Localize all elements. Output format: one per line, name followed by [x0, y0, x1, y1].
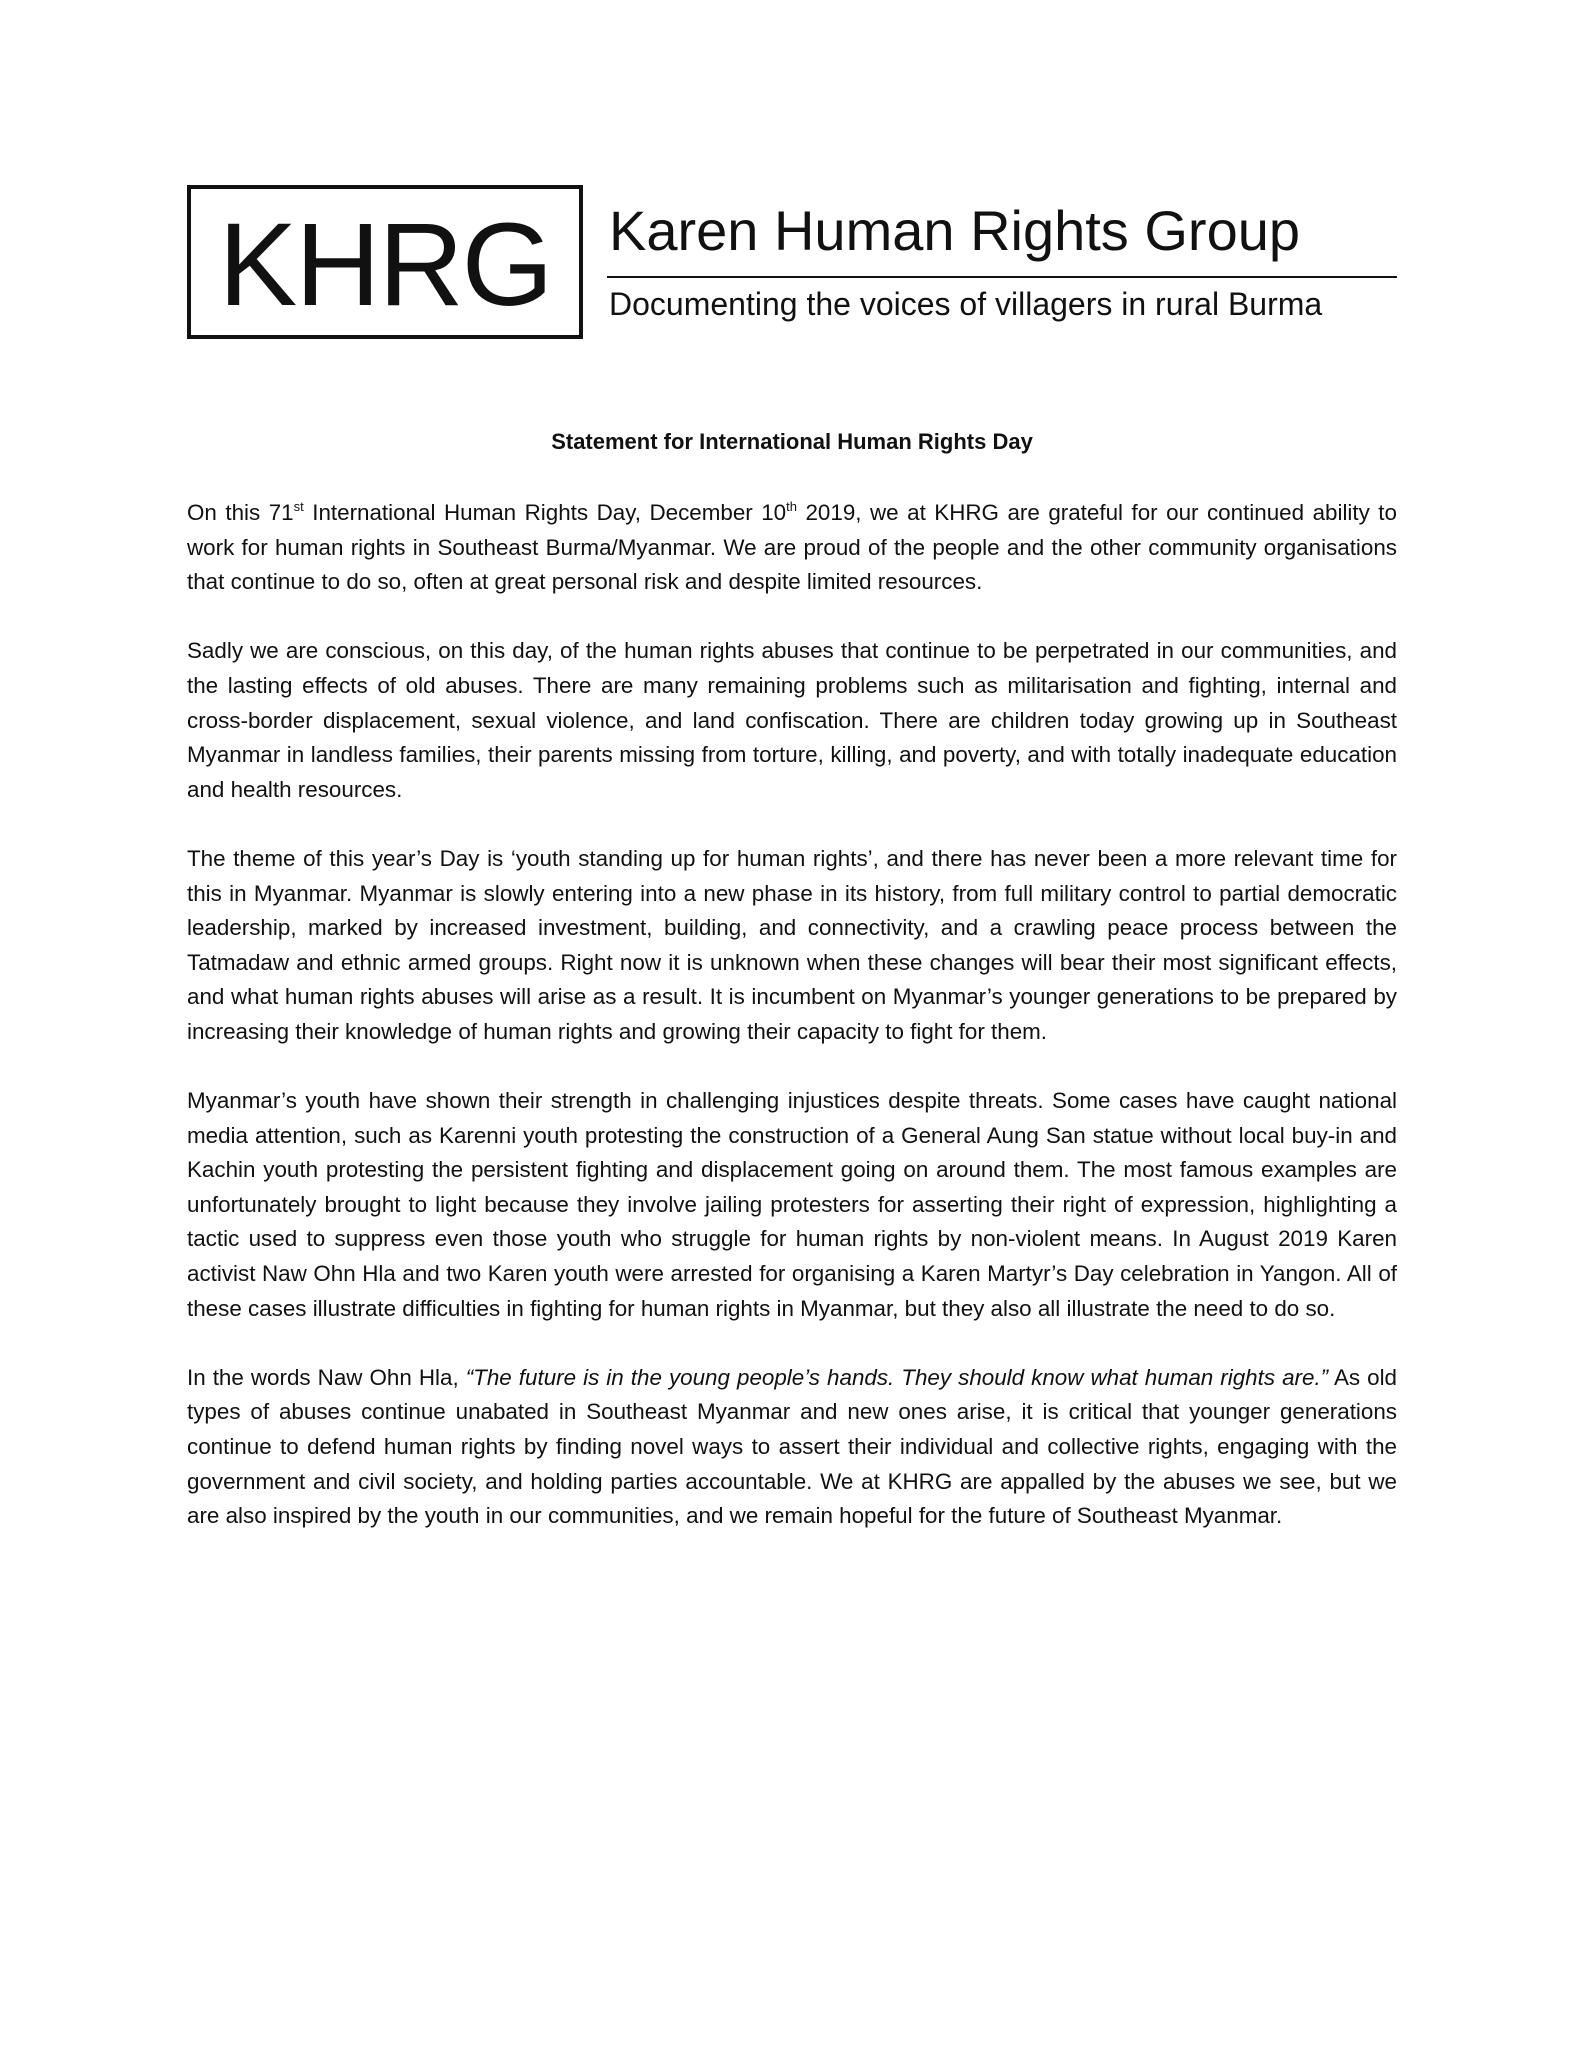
paragraph-5 [187, 1361, 1397, 1534]
organization-tagline: Documenting the voices of villagers in rural Burma [609, 286, 1323, 322]
letterhead-divider [607, 276, 1397, 278]
paragraph-3: The theme of this year’s Day is ‘youth standing up for human rights’, and there has never been a more relevant time for this in Myanmar. Myanmar is slowly entering into a new phase in its history, from full military control to partial democratic leadership, marked by increased investment, building, and connectivity, and a crawling peace process between the Tatmadaw and ethnic armed groups. Right now it is unknown when these changes will bear their most significant effects, and what human rights abuses will arise as a result. It is incumbent on Myanmar’s younger generations to be prepared by increasing their knowledge of human rights and growing their capacity to fight for them. [187, 845, 1397, 1044]
organization-name: Karen Human Rights Group [609, 199, 1301, 262]
paragraph-5-lead: In the words Naw Ohn Hla, [187, 1364, 466, 1390]
paragraph-2: Sadly we are conscious, on this day, of the human rights abuses that continue to be perpetrated in our communities, and the lasting effects of old abuses. There are many remaining problems such as militarisation and fighting, internal and cross-border displacement, sexual violence, and land confiscation. There are children today growing up in Southeast Myanmar in landless families, their parents missing from torture, killing, and poverty, and with totally inadequate education and health resources. [187, 638, 1397, 802]
paragraph-4: Myanmar’s youth have shown their strength in challenging injustices despite threats. Some cases have caught national media attention, such as Karenni youth protesting the construction of a General Aung San statue without local buy-in and Kachin youth protesting the persistent fighting and displacement going on around them. The most famous examples are unfortunately brought to light because they involve jailing protesters for asserting their right of expression, highlighting a tactic used to suppress even those youth who struggle for human rights by non-violent means. In August 2019 Karen activist Naw Ohn Hla and two Karen youth were arrested for organising a Karen Martyr’s Day celebration in Yangon. All of these cases illustrate difficulties in fighting for human rights in Myanmar, but they also all illustrate the need to do so. [187, 1088, 1397, 1321]
document-body [187, 496, 1397, 1568]
paragraph-1-part-b: International Human Rights Day, December 10 [303, 500, 787, 525]
document-title: Statement for International Human Rights Day [551, 429, 1033, 454]
paragraph-1-part-a: On this 71 [187, 500, 294, 525]
letterhead [187, 185, 1397, 345]
logo-text: KHRG [218, 199, 552, 331]
paragraph-1 [187, 496, 1397, 600]
paragraph-1-part-c: 2019, we at KHRG are grateful for our continued ability to work for human rights in Southeast Burma/Myanmar. We are proud of the people and the other community organisations that continue to do so, often at great personal risk and despite limited resources. [187, 500, 1397, 595]
ordinal-suffix-th: th [786, 499, 797, 514]
khrg-logo [187, 185, 583, 339]
naw-ohn-hla-quote: “The future is in the young people’s hands. They should know what human rights are.” [465, 1364, 1329, 1390]
paragraph-5-rest: As old types of abuses continue unabated in Southeast Myanmar and new ones arise, it is critical that younger generations continue to defend human rights by finding novel ways to assert their individual and collective rights, engaging with the government and civil society, and holding parties accountable. We at KHRG are appalled by the abuses we see, but we are also inspired by the youth in our communities, and we remain hopeful for the future of Southeast Myanmar. [187, 1364, 1397, 1529]
ordinal-suffix-st: st [293, 499, 304, 514]
